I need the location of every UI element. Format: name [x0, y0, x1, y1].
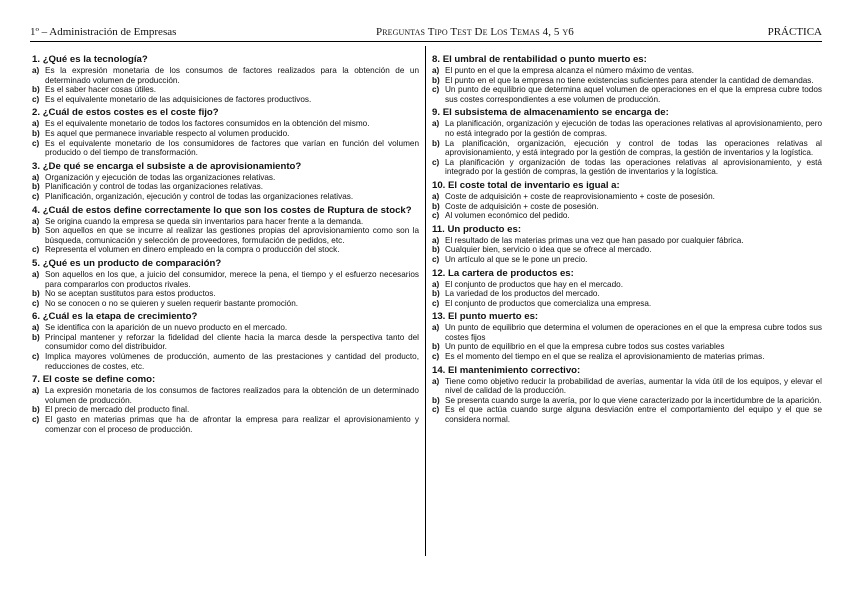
question-number: 11. — [432, 223, 445, 235]
option-text: Es aquel que permanece invariable respecto al volumen producido. — [45, 128, 290, 138]
option-text: El conjunto de productos que comercializa una empresa. — [445, 298, 652, 308]
option-letter: b) — [432, 289, 440, 299]
option-letter: c) — [432, 157, 440, 167]
option-letter: b) — [432, 75, 440, 85]
answer-option — [432, 352, 822, 362]
answer-option — [432, 139, 822, 158]
answer-option — [432, 299, 822, 309]
answer-option — [432, 76, 822, 86]
option-text: El precio de mercado del producto final. — [45, 405, 190, 415]
option-text: Es el que actúa cuando surge alguna desviación entre el comportamiento del equipo y el que se considera normal. — [445, 405, 822, 425]
question-title — [432, 311, 822, 322]
option-text: Representa el volumen en dinero empleado en la compra o producción del stock. — [45, 245, 340, 255]
option-text: Es la expresión monetaria de los consumos de factores realizados para la obtención de un determinado volumen de producción. — [45, 66, 419, 85]
option-letter: a) — [32, 119, 40, 129]
option-text: Se presenta cuando surge la avería, por lo que viene caracterizado por la incertidumbre de la aparición. — [445, 395, 822, 405]
answer-option — [32, 405, 419, 415]
option-text: El conjunto de productos que hay en el mercado. — [445, 279, 623, 289]
answer-option — [32, 95, 419, 105]
question-text: El coste se define como: — [42, 374, 156, 386]
option-letter: c) — [32, 352, 40, 362]
option-text: Son aquellos en los que, a juicio del consumidor, merece la pena, el tiempo y el esfuerzo necesarios para compararlos con productos rivales. — [45, 269, 419, 289]
answer-option — [432, 66, 822, 76]
answer-option — [432, 158, 822, 177]
question-number: 2. — [32, 107, 41, 119]
option-letter: b) — [432, 201, 440, 211]
question-number: 8. — [432, 54, 441, 65]
answer-option — [32, 85, 419, 95]
question-text: El subsistema de almacenamiento se encarga de: — [442, 107, 669, 119]
question-text: La cartera de productos es: — [448, 267, 574, 279]
option-letter: a) — [432, 279, 440, 289]
question-title — [432, 268, 822, 279]
option-text: Es el equivalente monetario de las adquisiciones de factores productivos. — [45, 94, 312, 104]
section-label: PRÁCTICA — [767, 26, 822, 38]
question-5 — [32, 258, 419, 308]
question-text: El mantenimiento correctivo: — [448, 364, 581, 376]
option-letter: a) — [32, 386, 40, 396]
answer-option — [32, 173, 419, 183]
option-letter: b) — [32, 405, 40, 415]
option-letter: a) — [432, 235, 440, 245]
document-title: Preguntas Tipo Test De Los Temas 4, 5 y6 — [376, 26, 574, 38]
option-text: Un punto de equilibrio en el que la empresa cubre todos sus costes variables — [445, 342, 725, 352]
option-text: El gasto en materias primas que ha de afrontar la empresa para realizar el aprovisionamiento y comenzar con el proceso de producción. — [45, 415, 419, 434]
question-text: ¿Qué es un producto de comparación? — [42, 257, 222, 269]
answer-option — [32, 129, 419, 139]
answer-option — [432, 405, 822, 424]
option-letter: c) — [32, 245, 40, 255]
question-title — [432, 365, 822, 376]
option-letter: c) — [432, 405, 440, 415]
question-title — [32, 54, 419, 65]
answer-option — [32, 289, 419, 299]
answer-option — [32, 352, 419, 371]
answer-option — [432, 119, 822, 138]
option-letter: a) — [32, 172, 40, 182]
question-number: 13. — [432, 311, 446, 323]
question-13 — [432, 311, 822, 361]
question-number: 1. — [32, 54, 41, 65]
question-3 — [32, 161, 419, 202]
option-text: Se identifica con la aparición de un nuevo producto en el mercado. — [45, 323, 288, 333]
answer-option — [32, 66, 419, 85]
answer-option — [432, 280, 822, 290]
answer-option — [432, 202, 822, 212]
option-letter: c) — [432, 298, 440, 308]
option-text: El punto en el que la empresa alcanza el número máximo de ventas. — [445, 66, 694, 75]
question-text: El umbral de rentabilidad o punto muerto es: — [442, 54, 647, 65]
question-11 — [432, 224, 822, 265]
answer-option — [32, 323, 419, 333]
option-text: Es el equivalente monetario de los consumidores de factores que varían en función del volumen producido o del tiempo de transformación. — [45, 138, 419, 158]
option-letter: a) — [432, 376, 440, 386]
option-text: La planificación, organización y ejecución de todas las operaciones relativas al aprovisionamiento, pero no está integrado por la gestión de compras. — [445, 119, 822, 138]
option-text: El resultado de las materias primas una vez que han pasado por cualquier fábrica. — [445, 235, 744, 245]
column-divider — [425, 46, 426, 556]
question-title — [32, 258, 419, 269]
option-text: Un artículo al que se le pone un precio. — [445, 254, 588, 264]
option-letter: c) — [432, 254, 440, 264]
question-12 — [432, 268, 822, 309]
question-text: El punto muerto es: — [448, 311, 539, 323]
answer-option — [32, 299, 419, 309]
question-title — [432, 54, 822, 65]
option-text: Se origina cuando la empresa se queda sin inventarios para hacer frente a la demanda. — [45, 216, 364, 226]
answer-option — [432, 377, 822, 396]
question-text: Un producto es: — [447, 223, 522, 235]
page-header — [30, 25, 822, 42]
option-text: Cualquier bien, servicio o idea que se ofrece al mercado. — [445, 245, 652, 255]
question-4 — [32, 205, 419, 255]
question-text: ¿Cuál de estos costes es el coste fijo? — [42, 107, 219, 119]
question-6 — [32, 311, 419, 371]
option-letter: c) — [432, 352, 440, 362]
option-text: Coste de adquisición + coste de reaprovisionamiento + coste de posesión. — [445, 191, 715, 201]
option-letter: b) — [32, 85, 40, 95]
option-text: Un punto de equilibrio que determina aquel volumen de operaciones en el que la empresa cubre todos sus costes correspondientes a ese volumen de producción. — [445, 85, 822, 104]
option-letter: b) — [32, 226, 40, 236]
question-title — [432, 224, 822, 235]
option-letter: b) — [32, 128, 40, 138]
answer-option — [32, 415, 419, 434]
question-number: 4. — [32, 204, 41, 216]
question-number: 3. — [32, 160, 41, 172]
option-letter: c) — [32, 138, 40, 148]
question-title — [432, 180, 822, 191]
option-text: La expresión monetaria de los consumos de factores realizados para la obtención de un determinado volumen de producción. — [45, 386, 419, 405]
question-title — [32, 374, 419, 385]
option-letter: b) — [32, 182, 40, 192]
question-number: 7. — [32, 374, 41, 386]
option-letter: b) — [32, 332, 40, 342]
option-text: Tiene como objetivo reducir la probabilidad de averías, aumentar la vida útil de los equipos, y elevar el nivel de calidad de la producción. — [445, 376, 822, 396]
option-letter: c) — [432, 85, 440, 95]
answer-option — [432, 245, 822, 255]
option-text: Al volumen económico del pedido. — [445, 211, 570, 221]
question-number: 6. — [32, 311, 41, 323]
option-text: Es el saber hacer cosas útiles. — [45, 85, 157, 95]
option-text: Un punto de equilibrio que determina el volumen de operaciones en el que la empresa cubre todos sus costes fijos — [445, 323, 822, 342]
option-text: Principal mantener y reforzar la fidelidad del cliente hacia la marca desde la perspectiva tanto del consumidor como del distribuidor. — [45, 332, 419, 352]
option-letter: b) — [432, 138, 440, 148]
left-column — [32, 54, 419, 437]
question-14 — [432, 365, 822, 425]
answer-option — [432, 289, 822, 299]
question-7 — [32, 374, 419, 434]
question-title — [32, 311, 419, 322]
option-letter: c) — [32, 94, 40, 104]
option-text: Es el equivalente monetario de todos los factores consumidos en la obtención del mismo. — [45, 119, 370, 129]
option-text: No se conocen o no se quieren y suelen requerir bastante promoción. — [45, 298, 299, 308]
option-text: Implica mayores volúmenes de producción, aumento de las prestaciones y cantidad del producto, reducciones de costes, etc. — [45, 352, 419, 371]
question-10 — [432, 180, 822, 221]
option-text: Planificación y control de todas las organizaciones relativas. — [45, 182, 263, 192]
question-number: 14. — [432, 364, 446, 376]
answer-option — [432, 255, 822, 265]
option-letter: a) — [432, 119, 440, 129]
option-letter: b) — [432, 245, 440, 255]
answer-option — [32, 192, 419, 202]
question-number: 10. — [432, 179, 446, 191]
option-letter: a) — [432, 191, 440, 201]
option-text: Coste de adquisición + coste de posesión. — [445, 201, 599, 211]
answer-option — [432, 192, 822, 202]
question-text: ¿Cuál de estos define correctamente lo que son los costes de Ruptura de stock? — [42, 204, 412, 216]
question-text: ¿Cuál es la etapa de crecimiento? — [42, 311, 198, 323]
answer-option — [432, 396, 822, 406]
answer-option — [432, 236, 822, 246]
answer-option — [32, 182, 419, 192]
question-number: 12. — [432, 267, 446, 279]
option-text: La planificación, organización, ejecución y control de todas las operaciones relativas al aprovisionamiento, y está integrado por la gestión de compras, la gestión de inventarios y la logística. — [445, 138, 822, 158]
question-text: El coste total de inventario es igual a: — [448, 179, 620, 191]
question-title — [32, 107, 419, 118]
course-title: 1º – Administración de Empresas — [30, 26, 177, 38]
option-letter: a) — [432, 66, 440, 75]
option-letter: c) — [32, 298, 40, 308]
option-letter: b) — [432, 342, 440, 352]
question-number: 5. — [32, 257, 41, 269]
answer-option — [32, 119, 419, 129]
option-text: Es el momento del tiempo en el que se realiza el aprovisionamiento de materias primas. — [445, 352, 765, 362]
question-number: 9. — [432, 107, 441, 119]
answer-option — [32, 333, 419, 352]
option-text: La planificación y organización de todas las operaciones relativas al aprovisionamiento, y está integrado por la gestión de compras, la gestión de inventarios y la logística. — [445, 157, 822, 177]
answer-option — [32, 139, 419, 158]
answer-option — [432, 211, 822, 221]
question-text: ¿De qué se encarga el subsiste a de aprovisionamiento? — [42, 160, 302, 172]
answer-option — [32, 245, 419, 255]
option-text: El punto en el que la empresa no tiene existencias suficientes para atender la cantidad de demandas. — [445, 75, 814, 85]
answer-option — [432, 323, 822, 342]
question-title — [32, 161, 419, 172]
option-text: Planificación, organización, ejecución y control de todas las organizaciones relativas. — [45, 191, 354, 201]
question-title — [432, 107, 822, 118]
option-text: Organización y ejecución de todas las organizaciones relativas. — [45, 172, 276, 182]
option-text: No se aceptan sustitutos para estos productos. — [45, 289, 216, 299]
option-letter: b) — [432, 395, 440, 405]
option-letter: c) — [32, 415, 40, 425]
option-letter: b) — [32, 289, 40, 299]
question-1 — [32, 54, 419, 104]
question-9 — [432, 107, 822, 177]
question-2 — [32, 107, 419, 157]
option-letter: a) — [32, 323, 40, 333]
question-title — [32, 205, 419, 216]
answer-option — [432, 85, 822, 104]
option-text: Son aquellos en que se incurre al realizar las gestiones propias del aprovisionamiento como son la búsqueda, comunicación y selección de proveedores, formulación de pedidos, etc. — [45, 226, 419, 245]
answer-option — [32, 270, 419, 289]
option-letter: a) — [32, 66, 40, 75]
option-letter: c) — [32, 191, 40, 201]
right-column — [432, 54, 822, 428]
option-letter: a) — [32, 216, 40, 226]
answer-option — [32, 217, 419, 227]
question-8 — [432, 54, 822, 104]
answer-option — [32, 386, 419, 405]
question-text: ¿Qué es la tecnología? — [42, 54, 148, 65]
option-letter: c) — [432, 211, 440, 221]
option-text: La variedad de los productos del mercado. — [445, 289, 600, 299]
option-letter: a) — [432, 323, 440, 333]
answer-option — [432, 342, 822, 352]
option-letter: a) — [32, 269, 40, 279]
answer-option — [32, 226, 419, 245]
